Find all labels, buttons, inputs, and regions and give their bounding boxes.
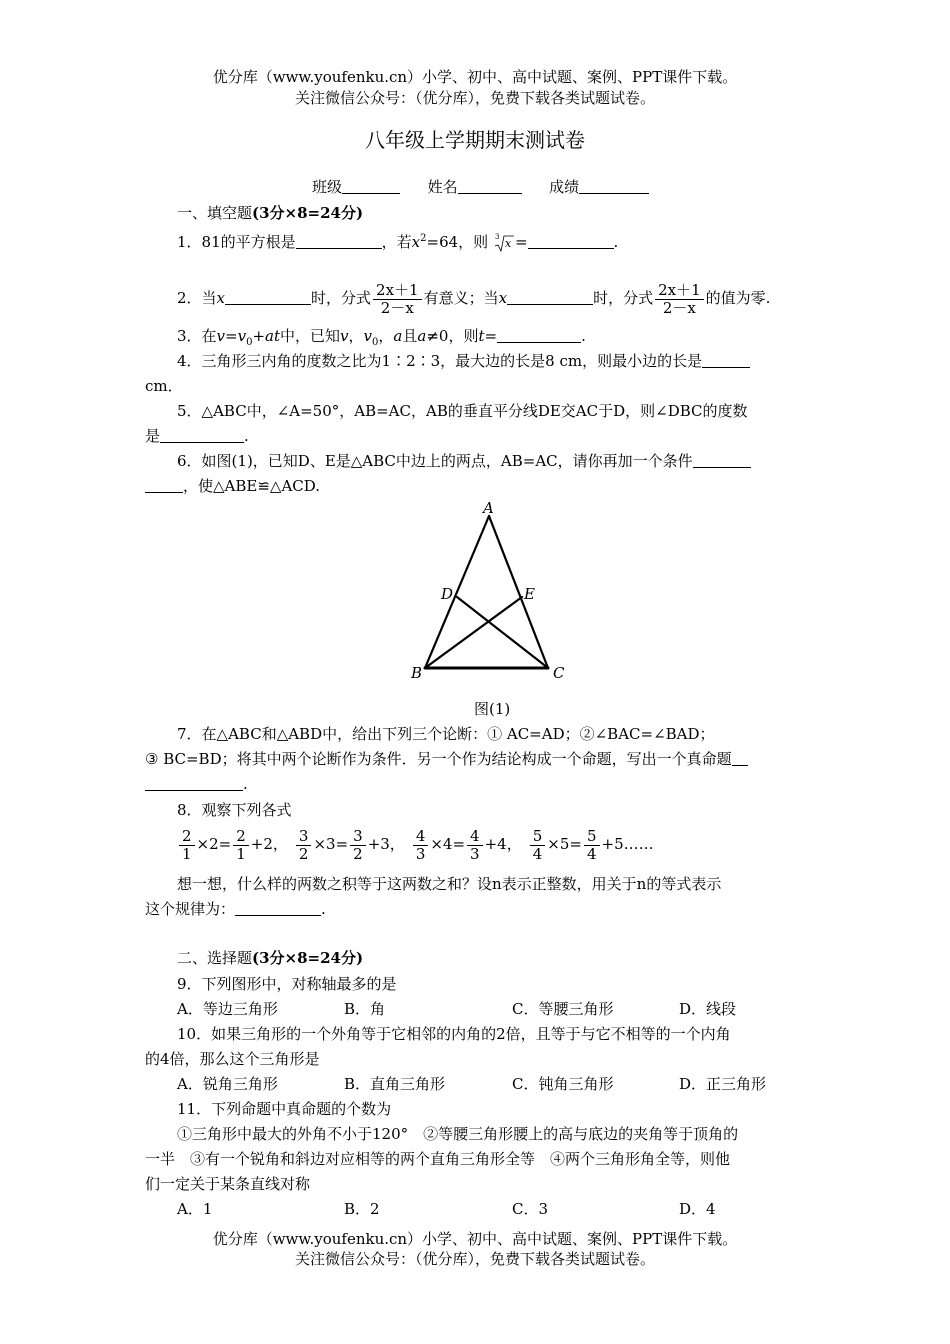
q1-var-x: x [411, 233, 421, 251]
q1-text-g: . [613, 233, 619, 251]
q9-option-d[interactable]: D．线段 [679, 1000, 737, 1018]
q7-line-2: ③ BC=BD；将其中两个论断作为条件．另一个作为结论构成一个命题，写出一个真命题 [145, 750, 732, 768]
q8-fraction-left [296, 828, 312, 863]
q2-text-b: 时，分式 [311, 289, 372, 307]
q11-line-3: 们一定关于某条直线对称 [145, 1175, 311, 1193]
q3-blank[interactable] [497, 326, 581, 343]
q1-blank-1[interactable] [296, 232, 382, 249]
q3-a-2: a [417, 327, 427, 345]
q11-option-d[interactable]: D．4 [679, 1200, 716, 1218]
q3-text-e: 且 [402, 327, 418, 345]
class-label: 班级 [312, 178, 343, 196]
q8-tail: +2， [250, 835, 288, 853]
frac-den: 2 [353, 844, 363, 863]
section2-label: 二、选择题 [177, 949, 253, 967]
frac-den: 2 [298, 844, 309, 863]
q1-cube-root [493, 233, 515, 253]
footer-line-1: 优分库（www.youfenku.cn）小学、初中、高中试题、案例、PPT课件下载。 [212, 1230, 738, 1248]
q9-option-c[interactable]: C．等腰三角形 [512, 1000, 614, 1018]
q9-options [177, 997, 817, 1022]
q11-options [177, 1197, 817, 1222]
frac-num: 5 [530, 828, 546, 846]
label-d: D [441, 585, 454, 603]
q8-tail: +3， [367, 835, 405, 853]
q10-options [177, 1072, 817, 1097]
q3-text-f: ≠0，则 [426, 327, 479, 345]
q3-text-d: ， [378, 327, 394, 345]
q3-text-a: 3．在 [177, 327, 217, 345]
info-line [312, 176, 649, 197]
score-label: 成绩 [549, 178, 580, 196]
q1-text-f: = [514, 233, 528, 251]
q11-line-1: ①三角形中最大的外角不小于120° ②等腰三角形腰上的高与底边的夹角等于顶角的 [177, 1125, 739, 1143]
q6-blank-a[interactable] [693, 451, 751, 468]
name-blank[interactable] [458, 177, 522, 194]
q3-v-2: v [340, 327, 349, 345]
q5-line-2: 是 [145, 427, 161, 445]
section1-score: (3分×8=24分) [252, 204, 364, 222]
q7-end: . [243, 775, 248, 793]
q1-blank-2[interactable] [528, 232, 614, 249]
q2-blank-2[interactable] [507, 288, 593, 305]
frac-den: 3 [470, 844, 480, 863]
frac-den: 4 [586, 844, 597, 863]
question-8-text [145, 872, 807, 922]
frac-num: 5 [584, 828, 600, 846]
q6-line-2: ，使△ABE≌△ACD. [183, 477, 321, 495]
section1-label: 一、填空题 [177, 204, 253, 222]
q11-stem: 11．下列命题中真命题的个数为 [177, 1100, 392, 1118]
q3-text-b: 中，已知 [280, 327, 341, 345]
q8-line-3: 这个规律为： [145, 900, 236, 918]
q8-fraction-left [530, 828, 546, 863]
label-e: E [524, 585, 535, 603]
q3-sub0-2: 0 [372, 337, 379, 348]
q3-at: at [265, 327, 281, 345]
q7-blank-a[interactable] [732, 749, 748, 766]
name-label: 姓名 [427, 178, 458, 196]
header-line-2: 关注微信公众号：（优分库），免费下载各类试题试卷。 [294, 89, 655, 107]
section2-score: (3分×8=24分) [252, 949, 364, 967]
frac-den: 4 [532, 844, 543, 863]
q8-fraction-right [467, 828, 483, 863]
q7-blank-b[interactable] [145, 774, 243, 791]
score-blank[interactable] [579, 177, 649, 194]
q8-fraction-right [233, 828, 249, 863]
q11-option-a[interactable]: A．1 [177, 1200, 213, 1218]
question-6 [145, 449, 807, 499]
q2-fraction-2 [655, 282, 704, 317]
q8-tail: +5…… [601, 835, 654, 853]
q10-option-c[interactable]: C．钝角三角形 [512, 1075, 614, 1093]
q3-plus: + [252, 327, 266, 345]
frac-num: 2x＋1 [373, 282, 422, 300]
question-1 [177, 226, 618, 255]
header-line-1: 优分库（www.youfenku.cn）小学、初中、高中试题、案例、PPT课件下载。 [212, 68, 738, 86]
q8-fraction-right [584, 828, 600, 863]
frac-num: 4 [467, 828, 483, 846]
question-11 [145, 1122, 807, 1197]
q5-line-1: 5．△ABC中，∠A=50°，AB=AC，AB的垂直平分线DE交AC于D，则∠DBC的度数 [177, 402, 748, 420]
q5-end: . [244, 427, 249, 445]
q9-option-a[interactable]: A．等边三角形 [177, 1000, 278, 1018]
footer-line-2: 关注微信公众号：（优分库），免费下载各类试题试卷。 [294, 1250, 655, 1268]
q1-exp: 2 [420, 233, 427, 244]
frac-num: 3 [350, 828, 366, 846]
frac-den: 2－x [380, 298, 414, 317]
page-title: 八年级上学期期末测试卷 [365, 128, 585, 152]
q2-blank-1[interactable] [225, 288, 311, 305]
question-4 [145, 349, 807, 399]
q8-title: 8．观察下列各式 [177, 801, 292, 819]
q4-line-1: 4．三角形三内角的度数之比为1∶2∶3，最大边的长是8 cm，则最小边的长是 [177, 352, 703, 370]
q8-end: . [321, 900, 326, 918]
frac-num: 2 [233, 828, 249, 846]
q4-blank[interactable] [702, 351, 750, 368]
frac-den: 1 [182, 844, 192, 863]
q8-blank[interactable] [235, 899, 321, 916]
root-var: x [504, 237, 512, 250]
q3-v: v [216, 327, 226, 345]
section2-title [177, 947, 363, 968]
q1-text-b: ，若 [381, 233, 412, 251]
class-blank[interactable] [342, 177, 400, 194]
q8-operator: ×5= [547, 835, 582, 853]
q1-text-a: 1．81的平方根是 [177, 233, 296, 251]
q9-stem: 9．下列图形中，对称轴最多的是 [177, 975, 397, 993]
q1-text-e: =64，则 [426, 233, 489, 251]
q3-text-g: = [484, 327, 498, 345]
q3-text-h: . [581, 327, 586, 345]
q8-operator: ×2= [196, 835, 232, 853]
q3-eq: = [225, 327, 238, 345]
q6-blank-b[interactable] [145, 476, 183, 493]
q3-v0-2: v [363, 327, 373, 345]
q10-line-2: 的4倍，那么这个三角形是 [145, 1050, 320, 1068]
q3-text-c: ， [348, 327, 364, 345]
q3-a: a [393, 327, 403, 345]
q2-text-d: 时，分式 [593, 289, 654, 307]
q8-fraction-right [350, 828, 366, 863]
question-10 [145, 1022, 807, 1072]
q10-option-b[interactable]: B．直角三角形 [344, 1075, 446, 1093]
frac-num: 3 [296, 828, 312, 846]
label-a: A [483, 499, 494, 517]
question-7 [145, 722, 807, 797]
root-index: 3 [494, 233, 500, 241]
frac-den: 2－x [662, 298, 696, 317]
q8-formulas [177, 824, 660, 864]
q8-tail: +4， [484, 835, 522, 853]
triangle-figure [405, 498, 575, 684]
q7-line-1: 7．在△ABC和△ABD中，给出下列三个论断：① AC=AD；②∠BAC=∠BAD； [177, 725, 715, 743]
q4-line-2: cm． [145, 377, 183, 395]
q11-option-b[interactable]: B．2 [344, 1200, 380, 1218]
frac-num: 2 [179, 828, 195, 846]
label-c: C [553, 664, 565, 682]
frac-den: 1 [236, 844, 246, 863]
frac-den: 3 [415, 844, 426, 863]
frac-num: 2x＋1 [655, 282, 704, 300]
question-2 [177, 276, 770, 320]
q9-option-b[interactable]: B．角 [344, 1000, 386, 1018]
q8-line-2: 想一想，什么样的两数之积等于这两数之和？设n表示正整数，用关于n的等式表示 [177, 875, 722, 893]
q2-var-x-2: x [498, 289, 508, 307]
question-5 [145, 399, 807, 449]
frac-num: 4 [413, 828, 429, 846]
q8-operator: ×4= [430, 835, 466, 853]
q8-fraction-left [413, 828, 429, 863]
q10-option-d[interactable]: D．正三角形 [679, 1075, 767, 1093]
q2-fraction-1 [373, 282, 422, 317]
q10-option-a[interactable]: A．锐角三角形 [177, 1075, 278, 1093]
q2-text-c: 有意义；当 [423, 289, 499, 307]
q8-operator: ×3= [313, 835, 349, 853]
label-b: B [411, 664, 423, 682]
q3-v0: v [237, 327, 247, 345]
figure-caption: 图(1) [474, 700, 511, 718]
q3-t: t [478, 327, 485, 345]
q8-fraction-left [179, 828, 195, 863]
q3-sub0: 0 [246, 337, 253, 348]
section1-title [177, 202, 363, 223]
q11-line-2: 一半 ③有一个锐角和斜边对应相等的两个直角三角形全等 ④两个三角形角全等，则他 [145, 1150, 731, 1168]
q2-text-a: 2．当 [177, 289, 217, 307]
q2-text-e: 的值为零. [705, 289, 771, 307]
q5-blank[interactable] [160, 426, 244, 443]
q11-option-c[interactable]: C．3 [512, 1200, 549, 1218]
q6-line-1: 6．如图(1)，已知D、E是△ABC中边上的两点，AB=AC，请你再加一个条件 [177, 452, 693, 470]
q10-line-1: 10．如果三角形的一个外角等于它相邻的内角的2倍，且等于与它不相等的一个内角 [177, 1025, 731, 1043]
q2-var-x: x [216, 289, 226, 307]
